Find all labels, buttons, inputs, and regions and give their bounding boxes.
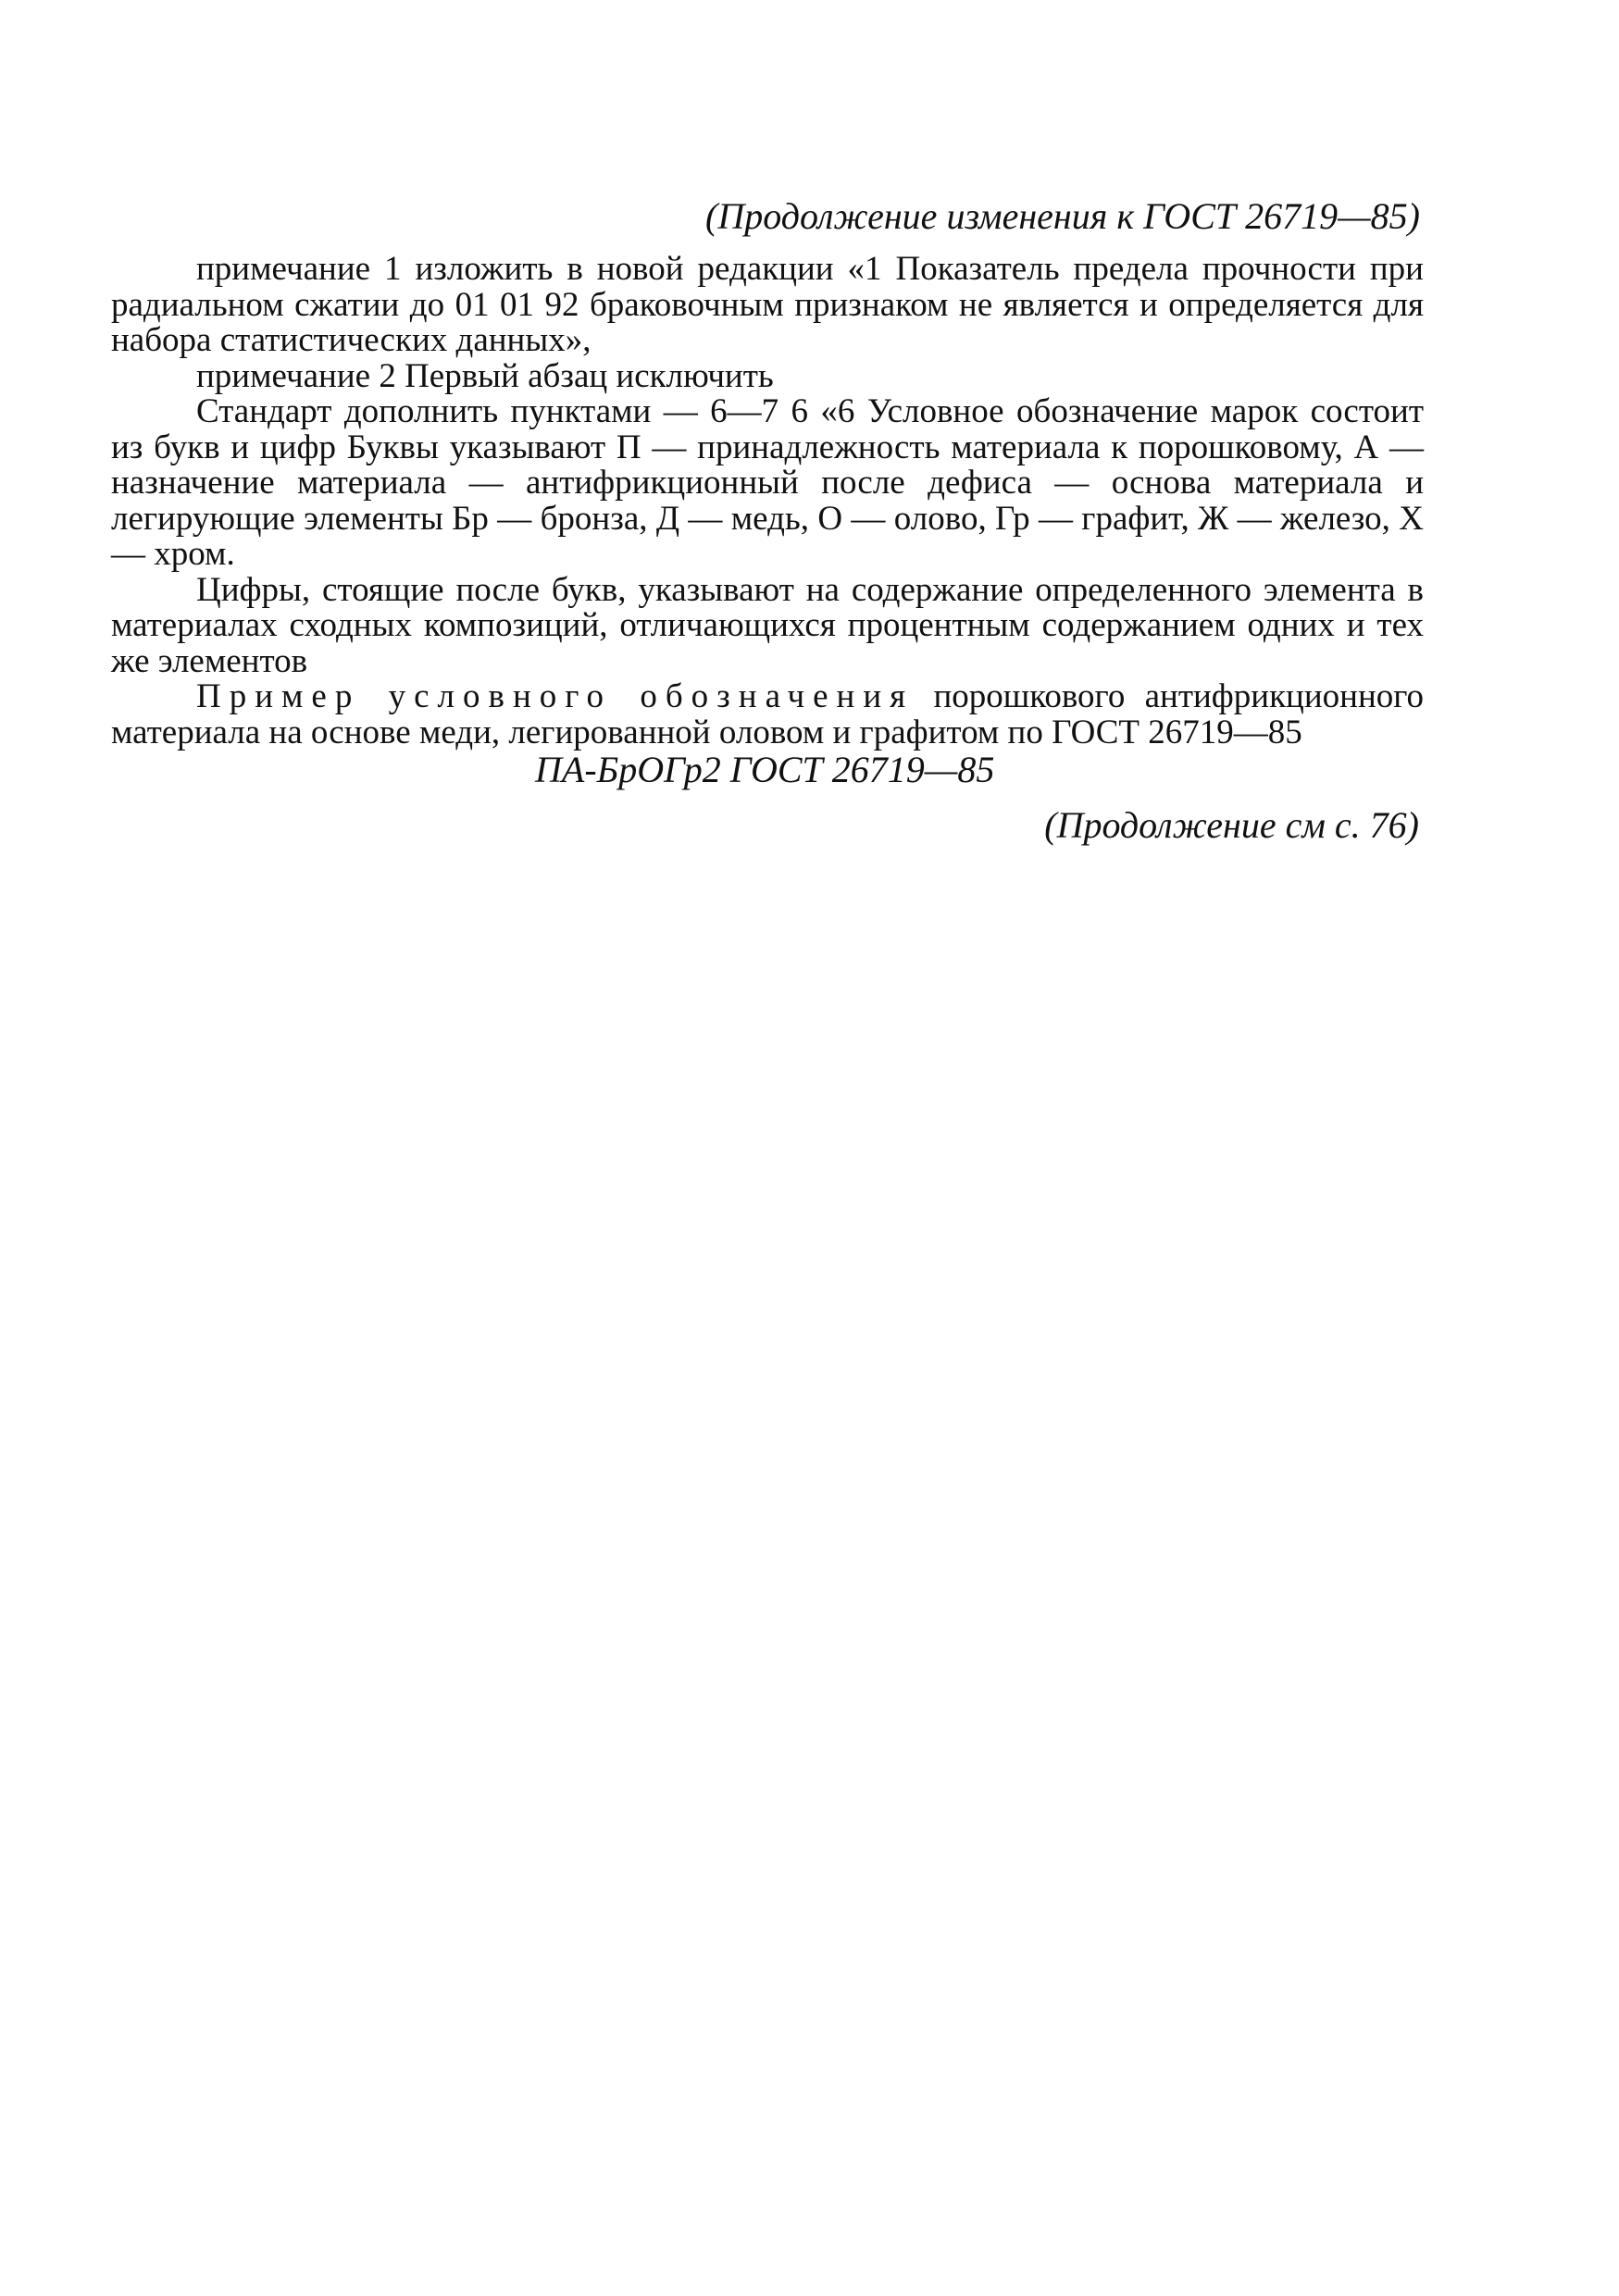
material-designation: ПА-БрОГр2 ГОСТ 26719—85 [535,749,995,790]
example-lead: Пример условного обозначения [196,677,915,715]
paragraph-example [111,679,1424,751]
paragraph-note-1: примечание 1 изложить в новой редакции «1 Показатель предела прочности при радиальном сжатии до 01 01 92 браковочным признаком не является и определяется для набора статистических данных», [111,250,1424,359]
page-header: (Продолжение изменения к ГОСТ 26719—85) [705,195,1420,237]
paragraph-note-2: примечание 2 Первый абзац исключить [196,356,774,395]
continued-note: (Продолжение см с. 76) [1044,804,1419,846]
document-body [111,252,1424,751]
paragraph-standard-addition: Стандарт дополнить пунктами — 6—7 6 «6 Условное обозначение марок состоит из букв и цифр Буквы указывают П — принадлежность материала к порошковому, А — назначение материала — антифрикционный после дефиса — основа материала и легирующие элементы Бр — бронза, Д — медь, О — олово, Гр — графит, Ж — железо, Х — хром. [111,392,1424,573]
example-rest: порошкового антифрикционного материала на основе меди, легированной оловом и графитом по ГОСТ 26719—85 [111,677,1424,751]
paragraph-digits: Цифры, стоящие после букв, указывают на содержание определенного элемента в материалах сходных композиций, отличающихся процентным содержанием одних и тех же элементов [111,570,1424,680]
